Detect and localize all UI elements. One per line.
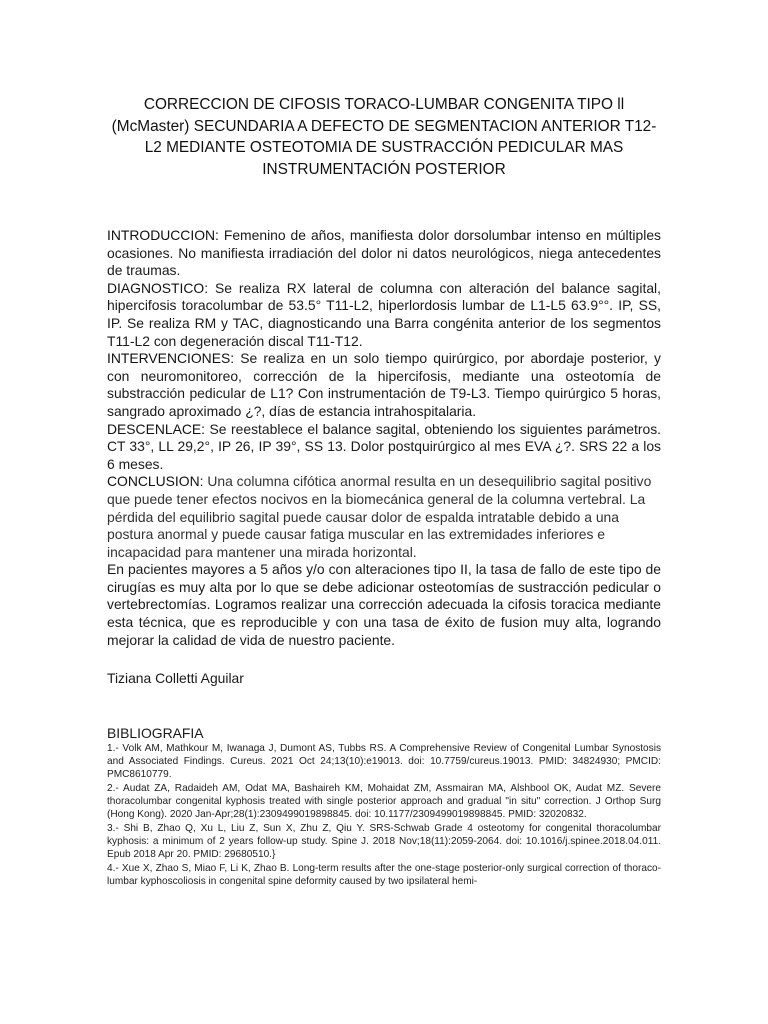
- section-conclusion: [107, 473, 661, 561]
- author-name: Tiziana Colletti Aguilar: [107, 670, 244, 687]
- document-body: [107, 227, 661, 649]
- section-text: Femenino de años, manifiesta dolor dorsolumbar intenso en múltiples ocasiones. No manifiesta irradiación del dolor ni datos neurológicos, niega antecedentes de traumas.: [107, 227, 661, 279]
- section-heading: INTERVENCIONES:: [107, 350, 235, 367]
- document-title: CORRECCION DE CIFOSIS TORACO-LUMBAR CONGENITA TIPO ll (McMaster) SECUNDARIA A DEFECTO DE SEGMENTACION ANTERIOR T12-L2 MEDIANTE OSTEOTOMIA DE SUSTRACCIÓN PEDICULAR MAS INSTRUMENTACIÓN POSTERIOR: [111, 96, 657, 178]
- section-introduccion: [107, 227, 661, 280]
- reference-item: 1.- Volk AM, Mathkour M, Iwanaga J, Dumont AS, Tubbs RS. A Comprehensive Review of Congenital Lumbar Synostosis and Associated Findings. Cureus. 2021 Oct 24;13(10):e19013. doi: 10.7759/cureus.19013. PMID: 34824930; PMCID: PMC8610779.: [107, 742, 661, 781]
- section-heading: CONCLUSION:: [107, 473, 204, 490]
- section-descenlace: [107, 421, 661, 474]
- section-diagnostico: [107, 280, 661, 350]
- reference-item: 3.- Shi B, Zhao Q, Xu L, Liu Z, Sun X, Zhu Z, Qiu Y. SRS-Schwab Grade 4 osteotomy for congenital thoracolumbar kyphosis: a minimum of 2 years follow-up study. Spine J. 2018 Nov;18(11):2059-2064. doi: 10.1016/j.spinee.2018.04.011. Epub 2018 Apr 20. PMID: 29680510.}: [107, 822, 661, 861]
- document-page: [107, 94, 661, 888]
- section-conclusion-continued: En pacientes mayores a 5 años y/o con alteraciones tipo II, la tasa de fallo de este tipo de cirugías es muy alta por lo que se debe adicionar osteotomías de sustracción pedicular o vertebrectomías. Logramos realizar una corrección adecuada la cifosis toracica mediante esta técnica, que es reproducible y con una tasa de éxito de fusion muy alta, logrando mejorar la calidad de vida de nuestro paciente.: [107, 561, 661, 648]
- section-text: Se realiza RX lateral de columna con alteración del balance sagital, hipercifosis toracolumbar de 53.5° T11-L2, hiperlordosis lumbar de L1-L5 63.9°°. IP, SS, IP. Se realiza RM y TAC, diagnosticando una Barra congénita anterior de los segmentos T11-L2 con degeneración discal T11-T12.: [107, 279, 661, 349]
- section-heading: DESCENLACE:: [107, 420, 206, 437]
- section-text: Se realiza en un solo tiempo quirúrgico, por abordaje posterior, y con neuromonitoreo, corrección de la hipercifosis, mediante una osteotomía de substracción pedicular de L1? Con instrumentación de T9-L3. Tiempo quirúrgico 5 horas, sangrado aproximado ¿?, días de estancia intrahospitalaria.: [107, 350, 661, 419]
- bibliography-heading: BIBLIOGRAFIA: [107, 724, 204, 741]
- section-text: Una columna cifótica anormal resulta en un desequilibrio sagital positivo que puede tener efectos nocivos en la biomecánica general de la columna vertebral. La pérdida del equilibrio sagital puede causar dolor de espalda intratable debido a una postura anormal y puede causar fatiga muscular en las extremidades inferiores e incapacidad para mantener una mirada horizontal.: [107, 473, 652, 560]
- section-heading: DIAGNOSTICO:: [107, 279, 209, 296]
- section-intervenciones: [107, 350, 661, 420]
- reference-item: 4.- Xue X, Zhao S, Miao F, Li K, Zhao B. Long-term results after the one-stage posterior-only surgical correction of thoraco-lumbar kyphoscoliosis in congenital spine deformity caused by two ipsilateral hemi-: [107, 862, 661, 887]
- section-text: Se reestablece el balance sagital, obteniendo los siguientes parámetros. CT 33°, LL 29,2°, IP 26, IP 39°, SS 13. Dolor postquirúrgico al mes EVA ¿?. SRS 22 a los 6 meses.: [107, 420, 661, 472]
- reference-item: 2.- Audat ZA, Radaideh AM, Odat MA, Bashaireh KM, Mohaidat ZM, Assmairan MA, Alshbool OK, Audat MZ. Severe thoracolumbar congenital kyphosis treated with single posterior approach and gradual "in situ" correction. J Orthop Surg (Hong Kong). 2020 Jan-Apr;28(1):2309499019898845. doi: 10.1177/2309499019898845. PMID: 32020832.: [107, 782, 661, 821]
- bibliography-list: [107, 742, 661, 888]
- section-heading: INTRODUCCION:: [107, 227, 219, 243]
